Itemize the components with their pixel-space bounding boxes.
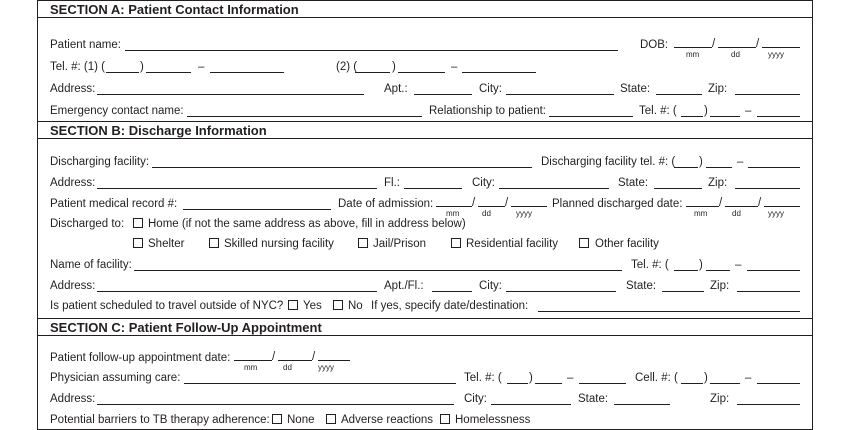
discharged-to-label: Discharged to:	[50, 218, 125, 230]
travel-question-label: Is patient scheduled to travel outside of NYC?	[50, 300, 284, 312]
dob-slash-1: /	[712, 38, 716, 50]
emergency-tel-label: Tel. #: (	[639, 105, 677, 117]
admission-month-field[interactable]	[436, 206, 472, 207]
city-b2-field[interactable]	[506, 291, 616, 292]
skilled-nursing-label: Skilled nursing facility	[224, 238, 334, 250]
cell-label: Cell. #: (	[635, 372, 678, 384]
facility-b-tel-dash: –	[735, 259, 742, 271]
address-b2-field[interactable]	[97, 291, 377, 292]
emergency-tel-area-field[interactable]	[681, 116, 703, 117]
physician-tel-dash: –	[567, 372, 574, 384]
cell-dash: –	[745, 372, 752, 384]
barrier-homelessness-label: Homelessness	[455, 414, 531, 426]
city-a-label: City:	[479, 83, 502, 95]
zip-b2-label: Zip:	[710, 280, 730, 292]
city-b-label: City:	[472, 177, 495, 189]
dob-day-field[interactable]	[718, 47, 756, 48]
appt-mm-hint: mm	[244, 363, 258, 372]
tel1-prefix-field[interactable]	[146, 72, 191, 73]
planned-slash-1: /	[719, 197, 723, 209]
facility-tel-paren: )	[699, 156, 703, 168]
section-a-title: SECTION A: Patient Contact Information	[50, 2, 299, 17]
admission-day-field[interactable]	[478, 206, 505, 207]
barriers-label: Potential barriers to TB therapy adherence:	[50, 414, 270, 426]
appt-slash-2: /	[312, 351, 316, 363]
address-b2-label: Address:	[50, 280, 96, 292]
physician-tel-area-field[interactable]	[507, 383, 528, 384]
tel1-area-field[interactable]	[106, 72, 139, 73]
travel-specify-label: If yes, specify date/destination:	[371, 300, 529, 312]
planned-dd-hint: dd	[732, 209, 741, 218]
jail-prison-checkbox[interactable]	[358, 238, 368, 248]
address-b-label: Address:	[50, 177, 96, 189]
residential-facility-checkbox[interactable]	[451, 238, 461, 248]
emergency-tel-paren: )	[704, 105, 708, 117]
jail-prison-label: Jail/Prison	[373, 238, 427, 250]
state-b-field[interactable]	[654, 188, 702, 189]
admission-slash-2: /	[505, 197, 509, 209]
apt-fl-label: Apt./Fl.:	[384, 280, 424, 292]
tel2-line-field[interactable]	[462, 72, 536, 73]
cell-area-field[interactable]	[681, 383, 703, 384]
admission-mm-hint: mm	[446, 209, 460, 218]
section-b-title: SECTION B: Discharge Information	[50, 123, 267, 138]
zip-b-field[interactable]	[735, 188, 800, 189]
planned-yyyy-hint: yyyy	[768, 209, 784, 218]
address-a-label: Address:	[50, 83, 96, 95]
home-checkbox[interactable]	[133, 218, 143, 228]
section-b-header	[37, 121, 813, 139]
zip-b2-field[interactable]	[737, 291, 800, 292]
dob-mm-hint: mm	[686, 50, 700, 59]
address-c-label: Address:	[50, 393, 96, 405]
tel2-dash: –	[451, 61, 458, 73]
dob-year-field[interactable]	[762, 47, 800, 48]
appt-day-field[interactable]	[278, 360, 312, 361]
planned-discharge-label: Planned discharged date:	[552, 198, 683, 210]
facility-tel-area-field[interactable]	[674, 167, 698, 168]
section-a-header	[37, 0, 813, 18]
cell-line-field[interactable]	[757, 383, 800, 384]
facility-b-tel-label: Tel. #: (	[631, 259, 669, 271]
section-c-header	[37, 318, 813, 336]
apt-fl-field[interactable]	[432, 291, 472, 292]
state-b-label: State:	[618, 177, 649, 189]
apt-a-field[interactable]	[414, 94, 472, 95]
appt-yyyy-hint: yyyy	[318, 363, 334, 372]
admission-slash-1: /	[472, 197, 476, 209]
planned-mm-hint: mm	[694, 209, 708, 218]
barrier-adverse-label: Adverse reactions	[341, 414, 434, 426]
travel-no-label: No	[348, 300, 363, 312]
address-a-field[interactable]	[97, 94, 364, 95]
physician-tel-prefix-field[interactable]	[535, 383, 562, 384]
facility-b-tel-line-field[interactable]	[747, 270, 800, 271]
dob-month-field[interactable]	[674, 47, 712, 48]
zip-a-field[interactable]	[735, 94, 800, 95]
barrier-none-label: None	[287, 414, 315, 426]
physician-tel-line-field[interactable]	[579, 383, 626, 384]
cell-paren: )	[704, 372, 708, 384]
zip-c-field[interactable]	[737, 404, 800, 405]
medical-record-field[interactable]	[183, 209, 331, 210]
physician-field[interactable]	[184, 383, 456, 384]
discharging-facility-field[interactable]	[152, 167, 532, 168]
state-b2-label: State:	[626, 280, 657, 292]
zip-b-label: Zip:	[708, 177, 728, 189]
state-a-label: State:	[620, 83, 651, 95]
planned-day-field[interactable]	[725, 206, 758, 207]
emergency-contact-label: Emergency contact name:	[50, 105, 184, 117]
dob-slash-2: /	[756, 38, 760, 50]
admission-yyyy-hint: yyyy	[516, 209, 532, 218]
facility-b-tel-paren: )	[699, 259, 703, 271]
name-of-facility-field[interactable]	[134, 270, 622, 271]
planned-year-field[interactable]	[764, 206, 800, 207]
patient-name-field[interactable]	[125, 50, 618, 51]
state-c-label: State:	[578, 393, 609, 405]
tel1-dash: –	[198, 61, 205, 73]
travel-yes-label: Yes	[303, 300, 322, 312]
facility-b-tel-prefix-field[interactable]	[706, 270, 730, 271]
tel1-paren: )	[140, 61, 144, 73]
facility-tel-label: Discharging facility tel. #: (	[541, 156, 676, 168]
emergency-tel-dash: –	[745, 105, 752, 117]
shelter-checkbox[interactable]	[133, 238, 143, 248]
physician-tel-label: Tel. #: (	[464, 372, 502, 384]
zip-a-label: Zip:	[708, 83, 728, 95]
tel2-paren: )	[392, 61, 396, 73]
state-c-field[interactable]	[614, 404, 670, 405]
travel-destination-field[interactable]	[538, 311, 800, 312]
facility-tel-dash: –	[737, 156, 744, 168]
physician-tel-paren: )	[529, 372, 533, 384]
city-c-field[interactable]	[491, 404, 571, 405]
tel1-label: Tel. #: (1) (	[50, 61, 105, 73]
appt-year-field[interactable]	[318, 360, 350, 361]
dob-yyyy-hint: yyyy	[768, 50, 784, 59]
other-facility-checkbox[interactable]	[579, 238, 589, 248]
travel-no-checkbox[interactable]	[333, 300, 343, 310]
tel2-prefix-field[interactable]	[398, 72, 445, 73]
city-b2-label: City:	[479, 280, 502, 292]
facility-b-tel-area-field[interactable]	[674, 270, 698, 271]
appt-date-label: Patient follow-up appointment date:	[50, 352, 231, 364]
facility-tel-line-field[interactable]	[748, 167, 800, 168]
tel2-area-field[interactable]	[355, 72, 390, 73]
other-facility-label: Other facility	[595, 238, 659, 250]
planned-slash-2: /	[758, 197, 762, 209]
emergency-contact-field[interactable]	[187, 116, 422, 117]
shelter-label: Shelter	[148, 238, 185, 250]
fl-field[interactable]	[404, 188, 462, 189]
cell-prefix-field[interactable]	[710, 383, 740, 384]
appt-slash-1: /	[272, 351, 276, 363]
patient-name-label: Patient name:	[50, 39, 121, 51]
residential-facility-label: Residential facility	[466, 238, 559, 250]
admission-year-field[interactable]	[511, 206, 547, 207]
dob-label: DOB:	[640, 39, 669, 51]
dob-dd-hint: dd	[731, 50, 740, 59]
planned-month-field[interactable]	[686, 206, 719, 207]
fl-label: Fl.:	[384, 177, 400, 189]
relationship-field[interactable]	[549, 116, 633, 117]
skilled-nursing-checkbox[interactable]	[209, 238, 219, 248]
apt-a-label: Apt.:	[384, 83, 408, 95]
section-c-title: SECTION C: Patient Follow-Up Appointment	[50, 320, 322, 335]
admission-date-label: Date of admission:	[338, 198, 434, 210]
emergency-tel-prefix-field[interactable]	[710, 116, 740, 117]
discharging-facility-label: Discharging facility:	[50, 156, 150, 168]
address-c-field[interactable]	[97, 404, 454, 405]
address-b-field[interactable]	[97, 188, 377, 189]
medical-record-label: Patient medical record #:	[50, 198, 178, 210]
admission-dd-hint: dd	[482, 209, 491, 218]
relationship-label: Relationship to patient:	[429, 105, 546, 117]
tel2-label: (2) (	[336, 61, 358, 73]
zip-c-label: Zip:	[710, 393, 730, 405]
tel1-line-field[interactable]	[210, 72, 284, 73]
state-a-field[interactable]	[656, 94, 702, 95]
city-a-field[interactable]	[506, 94, 614, 95]
state-b2-field[interactable]	[662, 291, 704, 292]
appt-dd-hint: dd	[283, 363, 292, 372]
facility-tel-prefix-field[interactable]	[706, 167, 732, 168]
name-of-facility-label: Name of facility:	[50, 259, 132, 271]
emergency-tel-line-field[interactable]	[757, 116, 800, 117]
home-option-label: Home (if not the same address as above, fill in address below)	[148, 218, 466, 230]
travel-yes-checkbox[interactable]	[288, 300, 298, 310]
city-c-label: City:	[464, 393, 487, 405]
appt-month-field[interactable]	[234, 360, 272, 361]
physician-label: Physician assuming care:	[50, 372, 181, 384]
city-b-field[interactable]	[499, 188, 609, 189]
